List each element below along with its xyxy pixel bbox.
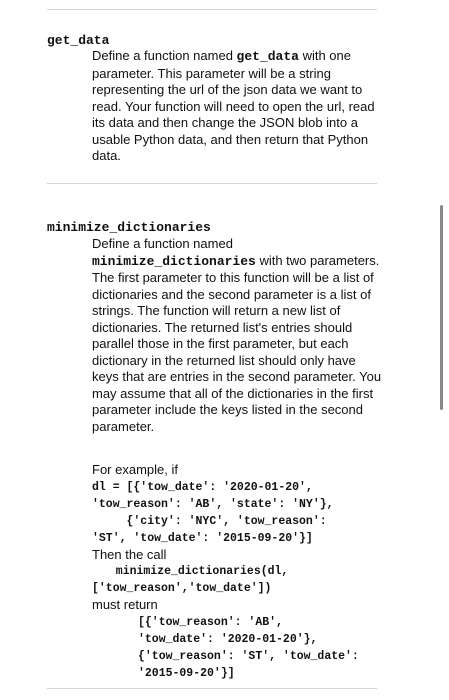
example-code-line: 'tow_reason': 'AB', 'state': 'NY'}, bbox=[92, 497, 334, 511]
return-code-line: 'tow_date': '2020-01-20'}, bbox=[138, 632, 318, 646]
scrollbar-thumb[interactable] bbox=[440, 205, 443, 410]
desc-prefix: Define a function named bbox=[92, 48, 237, 63]
example-intro: For example, if bbox=[92, 462, 178, 477]
return-code-line: [{'tow_reason': 'AB', bbox=[138, 615, 283, 629]
intro-text: Define a function named bbox=[92, 236, 233, 251]
inline-code-get-data: get_data bbox=[236, 49, 299, 64]
return-code-line: {'tow_reason': 'ST', 'tow_date': bbox=[138, 649, 359, 663]
return-code-block bbox=[92, 614, 382, 682]
inline-code-minimize-dictionaries: minimize_dictionaries bbox=[92, 253, 256, 269]
top-divider bbox=[47, 9, 377, 10]
desc-rest: with one parameter. This parameter will be a string representing the url of the json data we want to read. Your function will need to open the url, read its data and then change the JSON blob into a usable Python data, and then return that Python data. bbox=[92, 48, 375, 163]
term-minimize-dictionaries: minimize_dictionaries bbox=[47, 220, 211, 235]
desc-rest: with two parameters. The first parameter to this function will be a list of dictionaries and the second parameter is a list of strings. The function will return a new list of dictionaries. The returned list's entries should parallel those in the first parameter, but each dictionary in the returned list should only have keys that are entries in the second parameter. You may assume that all of the dictionaries in the first parameter include the keys listed in the second parameter. bbox=[92, 252, 382, 434]
example-code-line: {'city': 'NYC', 'tow_reason': bbox=[92, 514, 327, 528]
example-code-line: 'ST', 'tow_date': '2015-09-20'}] bbox=[92, 531, 313, 545]
call-code-line: ['tow_reason','tow_date']) bbox=[92, 582, 272, 595]
term-get-data: get_data bbox=[47, 33, 110, 48]
return-code-line: '2015-09-20'}] bbox=[138, 666, 235, 680]
middle-divider bbox=[47, 183, 377, 184]
call-code-line: minimize_dictionaries(dl, bbox=[102, 565, 289, 578]
then-call-text: Then the call bbox=[92, 546, 167, 562]
get-data-description bbox=[92, 48, 382, 165]
must-return-text: must return bbox=[92, 597, 158, 612]
minimize-dictionaries-description bbox=[92, 236, 382, 435]
example-code-line: dl = [{'tow_date': '2020-01-20', bbox=[92, 480, 313, 494]
example-block bbox=[92, 462, 382, 682]
bottom-divider bbox=[47, 688, 377, 689]
